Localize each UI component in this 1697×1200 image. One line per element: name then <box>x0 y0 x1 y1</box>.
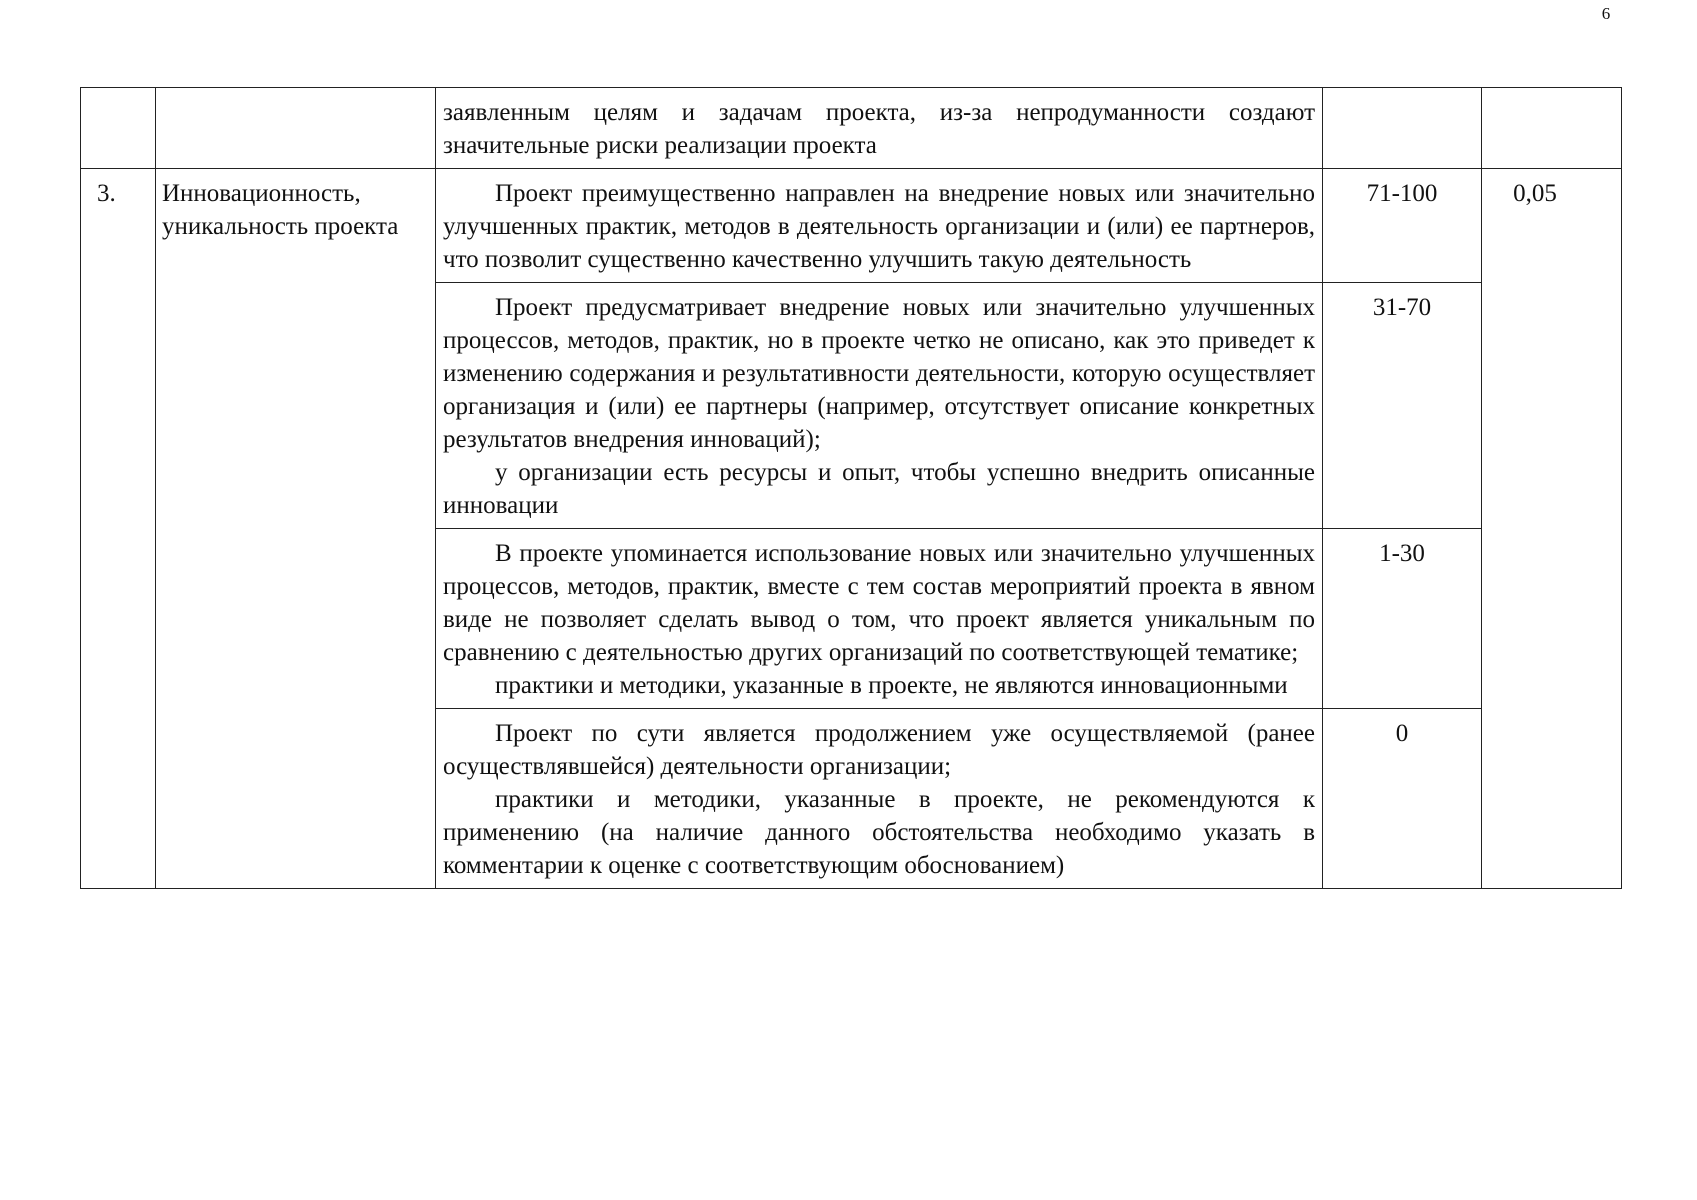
level-description-cell <box>436 169 1323 283</box>
level-description-text: Проект предусматривает внедрение новых или значительно улучшенных процессов, методов, практик, но в проекте четко не описано, как это приведет к изменению содержания и результативности деятельности, которую осуществляет организация и (или) ее партнеры (например, отсутствует описание конкретных результатов внедрения инноваций); <box>443 294 1315 453</box>
page-number: 6 <box>1601 4 1611 23</box>
criterion-number: 3. <box>81 169 156 889</box>
level-description-text: практики и методики, указанные в проекте, не являются инновационными <box>495 672 1288 699</box>
table-row-continuation <box>81 88 1622 169</box>
score-range: 71-100 <box>1323 169 1482 283</box>
level-description-text: заявленным целям и задачам проекта, из-за непродуманности создают значительные риски реализации проекта <box>443 99 1315 159</box>
level-description-cell <box>436 88 1323 169</box>
level-description-cell <box>436 709 1323 889</box>
level-description-text: практики и методики, указанные в проекте, не рекомендуются к применению (на наличие данного обстоятельства необходимо указать в комментарии к оценке с соответствующим обоснованием) <box>443 786 1315 879</box>
weight-cell <box>1482 88 1622 169</box>
score-range: 0 <box>1323 709 1482 889</box>
level-description-text: Проект по сути является продолжением уже осуществляемой (ранее осуществлявшейся) деятельности организации; <box>443 720 1315 780</box>
criterion-number-cell <box>81 88 156 169</box>
table-row <box>81 169 1622 283</box>
criterion-name-cell <box>156 88 436 169</box>
level-description-text: у организации есть ресурсы и опыт, чтобы успешно внедрить описанные инновации <box>443 459 1315 519</box>
level-description-cell <box>436 529 1323 709</box>
score-range-cell <box>1323 88 1482 169</box>
score-range: 1-30 <box>1323 529 1482 709</box>
level-description-text: В проекте упоминается использование новых или значительно улучшенных процессов, методов, практик, вместе с тем состав мероприятий проекта в явном виде не позволяет сделать вывод о том, что проект является уникальным по сравнению с деятельностью других организаций по соответствующей тематике; <box>443 540 1315 666</box>
level-description-text: Проект преимущественно направлен на внедрение новых или значительно улучшенных практик, методов в деятельность организации и (или) ее партнеров, что позволит существенно качественно улучшить такую деятельность <box>443 180 1315 273</box>
criterion-name: Инновационность, уникальность проекта <box>156 169 436 889</box>
score-range: 31-70 <box>1323 283 1482 529</box>
criterion-weight: 0,05 <box>1482 169 1622 889</box>
level-description-cell <box>436 283 1323 529</box>
criteria-table <box>80 87 1622 889</box>
